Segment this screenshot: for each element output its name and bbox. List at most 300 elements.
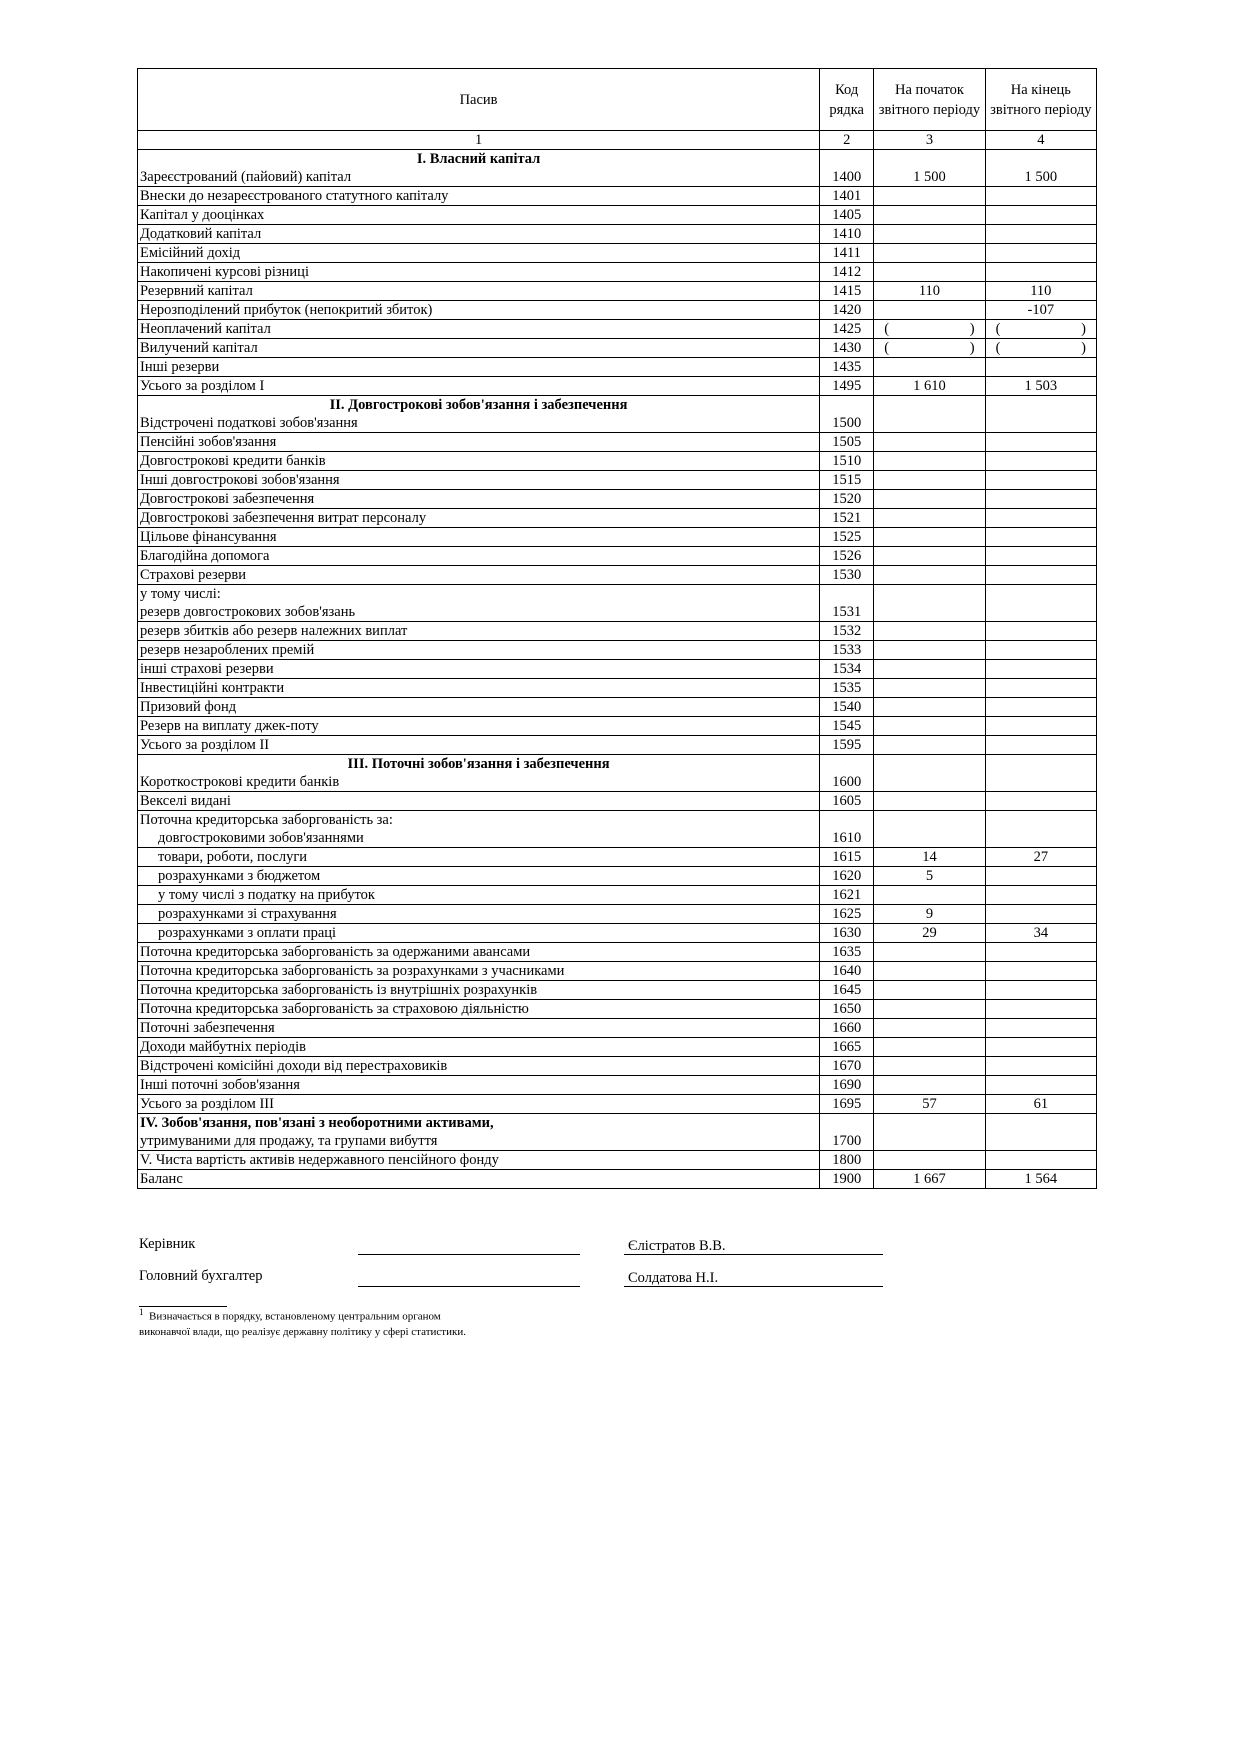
row-code: 1670 <box>820 1057 874 1076</box>
row-label-cell <box>138 301 820 320</box>
row-label: Інші довгострокові зобов'язання <box>140 472 340 488</box>
accountant-signature-line <box>358 1286 580 1287</box>
row-label: Благодійна допомога <box>140 548 270 564</box>
row-label-cell <box>138 755 820 792</box>
row-label: Додатковий капітал <box>140 226 262 242</box>
header-period-end: На кінець звітного періоду <box>985 69 1096 131</box>
row-label: Неоплачений капітал <box>140 321 271 337</box>
row-label-cell <box>138 660 820 679</box>
table-row <box>138 452 1097 471</box>
table-row <box>138 736 1097 755</box>
row-code: 1411 <box>820 244 874 263</box>
value-end: 1 564 <box>985 1170 1096 1189</box>
value-end <box>985 585 1096 622</box>
value-end: -107 <box>985 301 1096 320</box>
row-label-cell <box>138 225 820 244</box>
row-label: Поточна кредиторська заборгованість із внутрішніх розрахунків <box>140 982 538 998</box>
row-code: 1532 <box>820 622 874 641</box>
value-start <box>874 792 985 811</box>
value-end <box>985 206 1096 225</box>
value-end: 1 503 <box>985 377 1096 396</box>
value-end <box>985 1076 1096 1095</box>
table-row <box>138 433 1097 452</box>
value-end: 34 <box>985 924 1096 943</box>
value-start <box>874 452 985 471</box>
row-label: Страхові резерви <box>140 567 247 583</box>
value-end <box>985 263 1096 282</box>
value-end <box>985 736 1096 755</box>
row-code: 1620 <box>820 867 874 886</box>
row-label: Пенсійні зобов'язання <box>140 434 277 450</box>
value-end <box>985 943 1096 962</box>
value-end <box>985 1019 1096 1038</box>
column-number: 2 <box>820 131 874 150</box>
row-label: V. Чиста вартість активів недержавного пенсійного фонду <box>140 1152 499 1168</box>
table-row <box>138 282 1097 301</box>
value-end <box>985 225 1096 244</box>
row-label-cell <box>138 1076 820 1095</box>
row-code: 1605 <box>820 792 874 811</box>
value-start: 57 <box>874 1095 985 1114</box>
value-start <box>874 717 985 736</box>
table-row <box>138 490 1097 509</box>
row-label: Відстрочені податкові зобов'язання <box>140 415 358 431</box>
row-label: Баланс <box>140 1171 183 1187</box>
row-label-cell <box>138 811 820 848</box>
row-label: довгостроковими зобов'язаннями <box>158 830 364 846</box>
row-label-cell <box>138 1170 820 1189</box>
row-label: розрахунками зі страхування <box>158 906 337 922</box>
row-code: 1625 <box>820 905 874 924</box>
value-end <box>985 320 1096 339</box>
value-end <box>985 509 1096 528</box>
table-row <box>138 566 1097 585</box>
row-code: 1534 <box>820 660 874 679</box>
row-label-cell <box>138 698 820 717</box>
row-label-cell <box>138 547 820 566</box>
value-start: 1 500 <box>874 150 985 187</box>
value-start <box>874 660 985 679</box>
row-label-cell <box>138 981 820 1000</box>
value-end <box>985 905 1096 924</box>
value-end <box>985 1057 1096 1076</box>
value-end <box>985 886 1096 905</box>
value-start <box>874 566 985 585</box>
table-row <box>138 660 1097 679</box>
head-title: Керівник <box>139 1236 196 1252</box>
value-start <box>874 585 985 622</box>
row-code: 1650 <box>820 1000 874 1019</box>
table-row <box>138 1000 1097 1019</box>
value-end <box>985 1000 1096 1019</box>
value-end <box>985 1114 1096 1151</box>
row-label: Усього за розділом I <box>140 378 265 394</box>
row-label: Зареєстрований (пайовий) капітал <box>140 169 352 185</box>
value-start <box>874 471 985 490</box>
table-row <box>138 1019 1097 1038</box>
row-label-cell <box>138 867 820 886</box>
table-row <box>138 1076 1097 1095</box>
value-end <box>985 490 1096 509</box>
row-label: Призовий фонд <box>140 699 237 715</box>
row-label: Інвестиційні контракти <box>140 680 285 696</box>
value-start <box>874 509 985 528</box>
value-start: 14 <box>874 848 985 867</box>
row-label-cell <box>138 339 820 358</box>
value-end <box>985 1038 1096 1057</box>
value-end <box>985 981 1096 1000</box>
value-end <box>985 528 1096 547</box>
table-row <box>138 377 1097 396</box>
value-start <box>874 1057 985 1076</box>
value-start: 110 <box>874 282 985 301</box>
table-row <box>138 244 1097 263</box>
value-end: 27 <box>985 848 1096 867</box>
table-row <box>138 150 1097 187</box>
value-end <box>985 471 1096 490</box>
table-row <box>138 962 1097 981</box>
column-number: 1 <box>138 131 820 150</box>
table-row <box>138 528 1097 547</box>
row-label-cell <box>138 1114 820 1151</box>
value-start <box>874 698 985 717</box>
row-label-cell <box>138 244 820 263</box>
value-end <box>985 698 1096 717</box>
value-end: 1 500 <box>985 150 1096 187</box>
value-end <box>985 755 1096 792</box>
value-start <box>874 301 985 320</box>
value-start <box>874 1151 985 1170</box>
value-start <box>874 1019 985 1038</box>
row-label: Інші поточні зобов'язання <box>140 1077 300 1093</box>
row-code: 1645 <box>820 981 874 1000</box>
row-label-cell <box>138 717 820 736</box>
table-row <box>138 547 1097 566</box>
value-end <box>985 622 1096 641</box>
row-code: 1695 <box>820 1095 874 1114</box>
row-label: Капітал у дооцінках <box>140 207 265 223</box>
row-label: Нерозподілений прибуток (непокритий збиток) <box>140 302 433 318</box>
table-row <box>138 848 1097 867</box>
row-code: 1595 <box>820 736 874 755</box>
column-number: 4 <box>985 131 1096 150</box>
row-label-cell <box>138 886 820 905</box>
header-liabilities: Пасив <box>138 69 820 131</box>
value-start <box>874 433 985 452</box>
row-label-cell <box>138 1019 820 1038</box>
row-label: Емісійний дохід <box>140 245 241 261</box>
value-start <box>874 886 985 905</box>
header-row-code: Код рядка <box>820 69 874 131</box>
value-start <box>874 755 985 792</box>
value-start: 9 <box>874 905 985 924</box>
value-start <box>874 622 985 641</box>
row-label: розрахунками з оплати праці <box>158 925 337 941</box>
row-label: Резерв на виплату джек-поту <box>140 718 319 734</box>
table-row <box>138 905 1097 924</box>
row-label-cell <box>138 848 820 867</box>
row-label-cell <box>138 396 820 433</box>
table-row <box>138 509 1097 528</box>
row-code: 1621 <box>820 886 874 905</box>
table-row <box>138 1114 1097 1151</box>
row-label: резерв незароблених премій <box>140 642 315 658</box>
row-code: 1510 <box>820 452 874 471</box>
row-code: 1535 <box>820 679 874 698</box>
row-code: 1415 <box>820 282 874 301</box>
row-label-cell <box>138 622 820 641</box>
row-label-cell <box>138 679 820 698</box>
row-code: 1690 <box>820 1076 874 1095</box>
row-code: 1700 <box>820 1114 874 1151</box>
head-signature-line <box>358 1254 580 1255</box>
table-row <box>138 924 1097 943</box>
value-start <box>874 225 985 244</box>
head-name: Єлістратов В.В. <box>628 1238 726 1254</box>
table-row <box>138 585 1097 622</box>
value-end <box>985 452 1096 471</box>
row-code: 1401 <box>820 187 874 206</box>
row-code: 1800 <box>820 1151 874 1170</box>
value-end <box>985 660 1096 679</box>
row-label: резерв збитків або резерв належних виплат <box>140 623 408 639</box>
row-label-cell <box>138 1000 820 1019</box>
value-end: 61 <box>985 1095 1096 1114</box>
bracketed-value: ( ) <box>995 340 1086 356</box>
value-start: 1 610 <box>874 377 985 396</box>
row-label: Поточна кредиторська заборгованість за страховою діяльністю <box>140 1001 529 1017</box>
row-label: інші страхові резерви <box>140 661 274 677</box>
table-row <box>138 320 1097 339</box>
row-code: 1545 <box>820 717 874 736</box>
table-row <box>138 755 1097 792</box>
value-start <box>874 736 985 755</box>
table-row <box>138 698 1097 717</box>
table-row <box>138 471 1097 490</box>
column-number: 3 <box>874 131 985 150</box>
accountant-title: Головний бухгалтер <box>139 1268 263 1284</box>
value-start <box>874 244 985 263</box>
row-code: 1665 <box>820 1038 874 1057</box>
row-label-cell <box>138 377 820 396</box>
value-start <box>874 358 985 377</box>
row-code: 1530 <box>820 566 874 585</box>
table-row <box>138 981 1097 1000</box>
row-label: Внески до незареєстрованого статутного капіталу <box>140 188 449 204</box>
row-code: 1540 <box>820 698 874 717</box>
table-row <box>138 1038 1097 1057</box>
row-code: 1521 <box>820 509 874 528</box>
value-end <box>985 547 1096 566</box>
table-row <box>138 1170 1097 1189</box>
value-end <box>985 244 1096 263</box>
balance-liabilities-table <box>137 68 1097 1189</box>
row-code: 1420 <box>820 301 874 320</box>
table-row <box>138 225 1097 244</box>
row-label-cell <box>138 641 820 660</box>
value-end <box>985 717 1096 736</box>
row-label-cell <box>138 1095 820 1114</box>
value-start <box>874 396 985 433</box>
value-end <box>985 396 1096 433</box>
row-code: 1630 <box>820 924 874 943</box>
row-code: 1500 <box>820 396 874 433</box>
footnote-mark: 1 <box>139 1307 144 1317</box>
row-label: Поточна кредиторська заборгованість за розрахунками з учасниками <box>140 963 565 979</box>
table-row <box>138 867 1097 886</box>
value-start <box>874 547 985 566</box>
row-code: 1900 <box>820 1170 874 1189</box>
row-code: 1430 <box>820 339 874 358</box>
section-title: III. Поточні зобов'язання і забезпечення <box>347 756 610 772</box>
table-row <box>138 1095 1097 1114</box>
value-start <box>874 187 985 206</box>
row-label-cell <box>138 905 820 924</box>
row-label: Доходи майбутніх періодів <box>140 1039 306 1055</box>
row-code: 1610 <box>820 811 874 848</box>
row-label: Інші резерви <box>140 359 220 375</box>
row-label: Довгострокові забезпечення <box>140 491 315 507</box>
row-label-cell <box>138 509 820 528</box>
row-label-cell <box>138 206 820 225</box>
row-code: 1505 <box>820 433 874 452</box>
row-label-cell <box>138 528 820 547</box>
table-row <box>138 301 1097 320</box>
value-start <box>874 811 985 848</box>
row-label-cell <box>138 924 820 943</box>
bracketed-value: ( ) <box>884 340 975 356</box>
value-end <box>985 187 1096 206</box>
row-label: утримуваними для продажу, та групами вибуття <box>140 1133 438 1149</box>
row-code: 1400 <box>820 150 874 187</box>
row-label: Накопичені курсові різниці <box>140 264 309 280</box>
table-row <box>138 811 1097 848</box>
row-label-cell <box>138 736 820 755</box>
row-label-cell <box>138 263 820 282</box>
row-code: 1533 <box>820 641 874 660</box>
row-code: 1525 <box>820 528 874 547</box>
bracketed-value: ( ) <box>995 321 1086 337</box>
value-end <box>985 358 1096 377</box>
row-label-cell <box>138 452 820 471</box>
row-code: 1495 <box>820 377 874 396</box>
row-code: 1412 <box>820 263 874 282</box>
table-row <box>138 263 1097 282</box>
value-start <box>874 263 985 282</box>
row-label-cell <box>138 320 820 339</box>
value-start <box>874 679 985 698</box>
row-label: Вилучений капітал <box>140 340 258 356</box>
row-prefix: у тому числі: <box>140 586 221 602</box>
value-start <box>874 981 985 1000</box>
value-end <box>985 867 1096 886</box>
row-label: Усього за розділом II <box>140 737 270 753</box>
value-start <box>874 1076 985 1095</box>
row-label: Довгострокові кредити банків <box>140 453 326 469</box>
row-label-cell <box>138 585 820 622</box>
row-code: 1520 <box>820 490 874 509</box>
table-row <box>138 641 1097 660</box>
row-code: 1405 <box>820 206 874 225</box>
row-code: 1526 <box>820 547 874 566</box>
value-end <box>985 679 1096 698</box>
row-label: Відстрочені комісійні доходи від перестраховиків <box>140 1058 448 1074</box>
row-label: Поточні забезпечення <box>140 1020 275 1036</box>
table-row <box>138 792 1097 811</box>
table-row <box>138 943 1097 962</box>
table-row <box>138 622 1097 641</box>
value-start <box>874 641 985 660</box>
row-label-cell <box>138 282 820 301</box>
value-end <box>985 433 1096 452</box>
value-end <box>985 339 1096 358</box>
value-start <box>874 339 985 358</box>
value-start <box>874 490 985 509</box>
row-label-cell <box>138 358 820 377</box>
row-label-cell <box>138 943 820 962</box>
row-label-cell <box>138 566 820 585</box>
row-label-cell <box>138 490 820 509</box>
row-label-cell <box>138 433 820 452</box>
section-title: II. Довгострокові зобов'язання і забезпечення <box>329 397 628 413</box>
value-start <box>874 320 985 339</box>
row-label: у тому числі з податку на прибуток <box>158 887 375 903</box>
section-title: I. Власний капітал <box>416 151 541 167</box>
row-label: розрахунками з бюджетом <box>158 868 321 884</box>
table-row <box>138 206 1097 225</box>
table-row <box>138 679 1097 698</box>
value-start <box>874 1038 985 1057</box>
row-label-cell <box>138 150 820 187</box>
row-label-cell <box>138 187 820 206</box>
row-label: резерв довгострокових зобов'язань <box>140 604 356 620</box>
table-row <box>138 1057 1097 1076</box>
table-row <box>138 339 1097 358</box>
value-end <box>985 792 1096 811</box>
row-label-cell <box>138 471 820 490</box>
row-code: 1600 <box>820 755 874 792</box>
row-code: 1410 <box>820 225 874 244</box>
table-row <box>138 358 1097 377</box>
value-start: 1 667 <box>874 1170 985 1189</box>
row-code: 1531 <box>820 585 874 622</box>
value-end <box>985 641 1096 660</box>
row-code: 1660 <box>820 1019 874 1038</box>
value-start <box>874 943 985 962</box>
table-row <box>138 717 1097 736</box>
footnote-line-2: виконавчої влади, що реалізує державну політику у сфері статистики. <box>139 1326 466 1338</box>
table-row <box>138 1151 1097 1170</box>
row-label: товари, роботи, послуги <box>158 849 308 865</box>
bracketed-value: ( ) <box>884 321 975 337</box>
row-label: Усього за розділом III <box>140 1096 274 1112</box>
row-label: Довгострокові забезпечення витрат персоналу <box>140 510 427 526</box>
accountant-name: Солдатова Н.І. <box>628 1270 719 1286</box>
value-start <box>874 528 985 547</box>
table-row <box>138 886 1097 905</box>
row-label: Поточна кредиторська заборгованість за одержаними авансами <box>140 944 531 960</box>
row-label-cell <box>138 1038 820 1057</box>
footnote-line-1 <box>139 1307 441 1323</box>
table-row <box>138 396 1097 433</box>
row-code: 1435 <box>820 358 874 377</box>
row-code: 1640 <box>820 962 874 981</box>
value-end <box>985 962 1096 981</box>
row-prefix: Поточна кредиторська заборгованість за: <box>140 812 393 828</box>
table-row <box>138 187 1097 206</box>
value-end <box>985 1151 1096 1170</box>
row-label-cell <box>138 792 820 811</box>
